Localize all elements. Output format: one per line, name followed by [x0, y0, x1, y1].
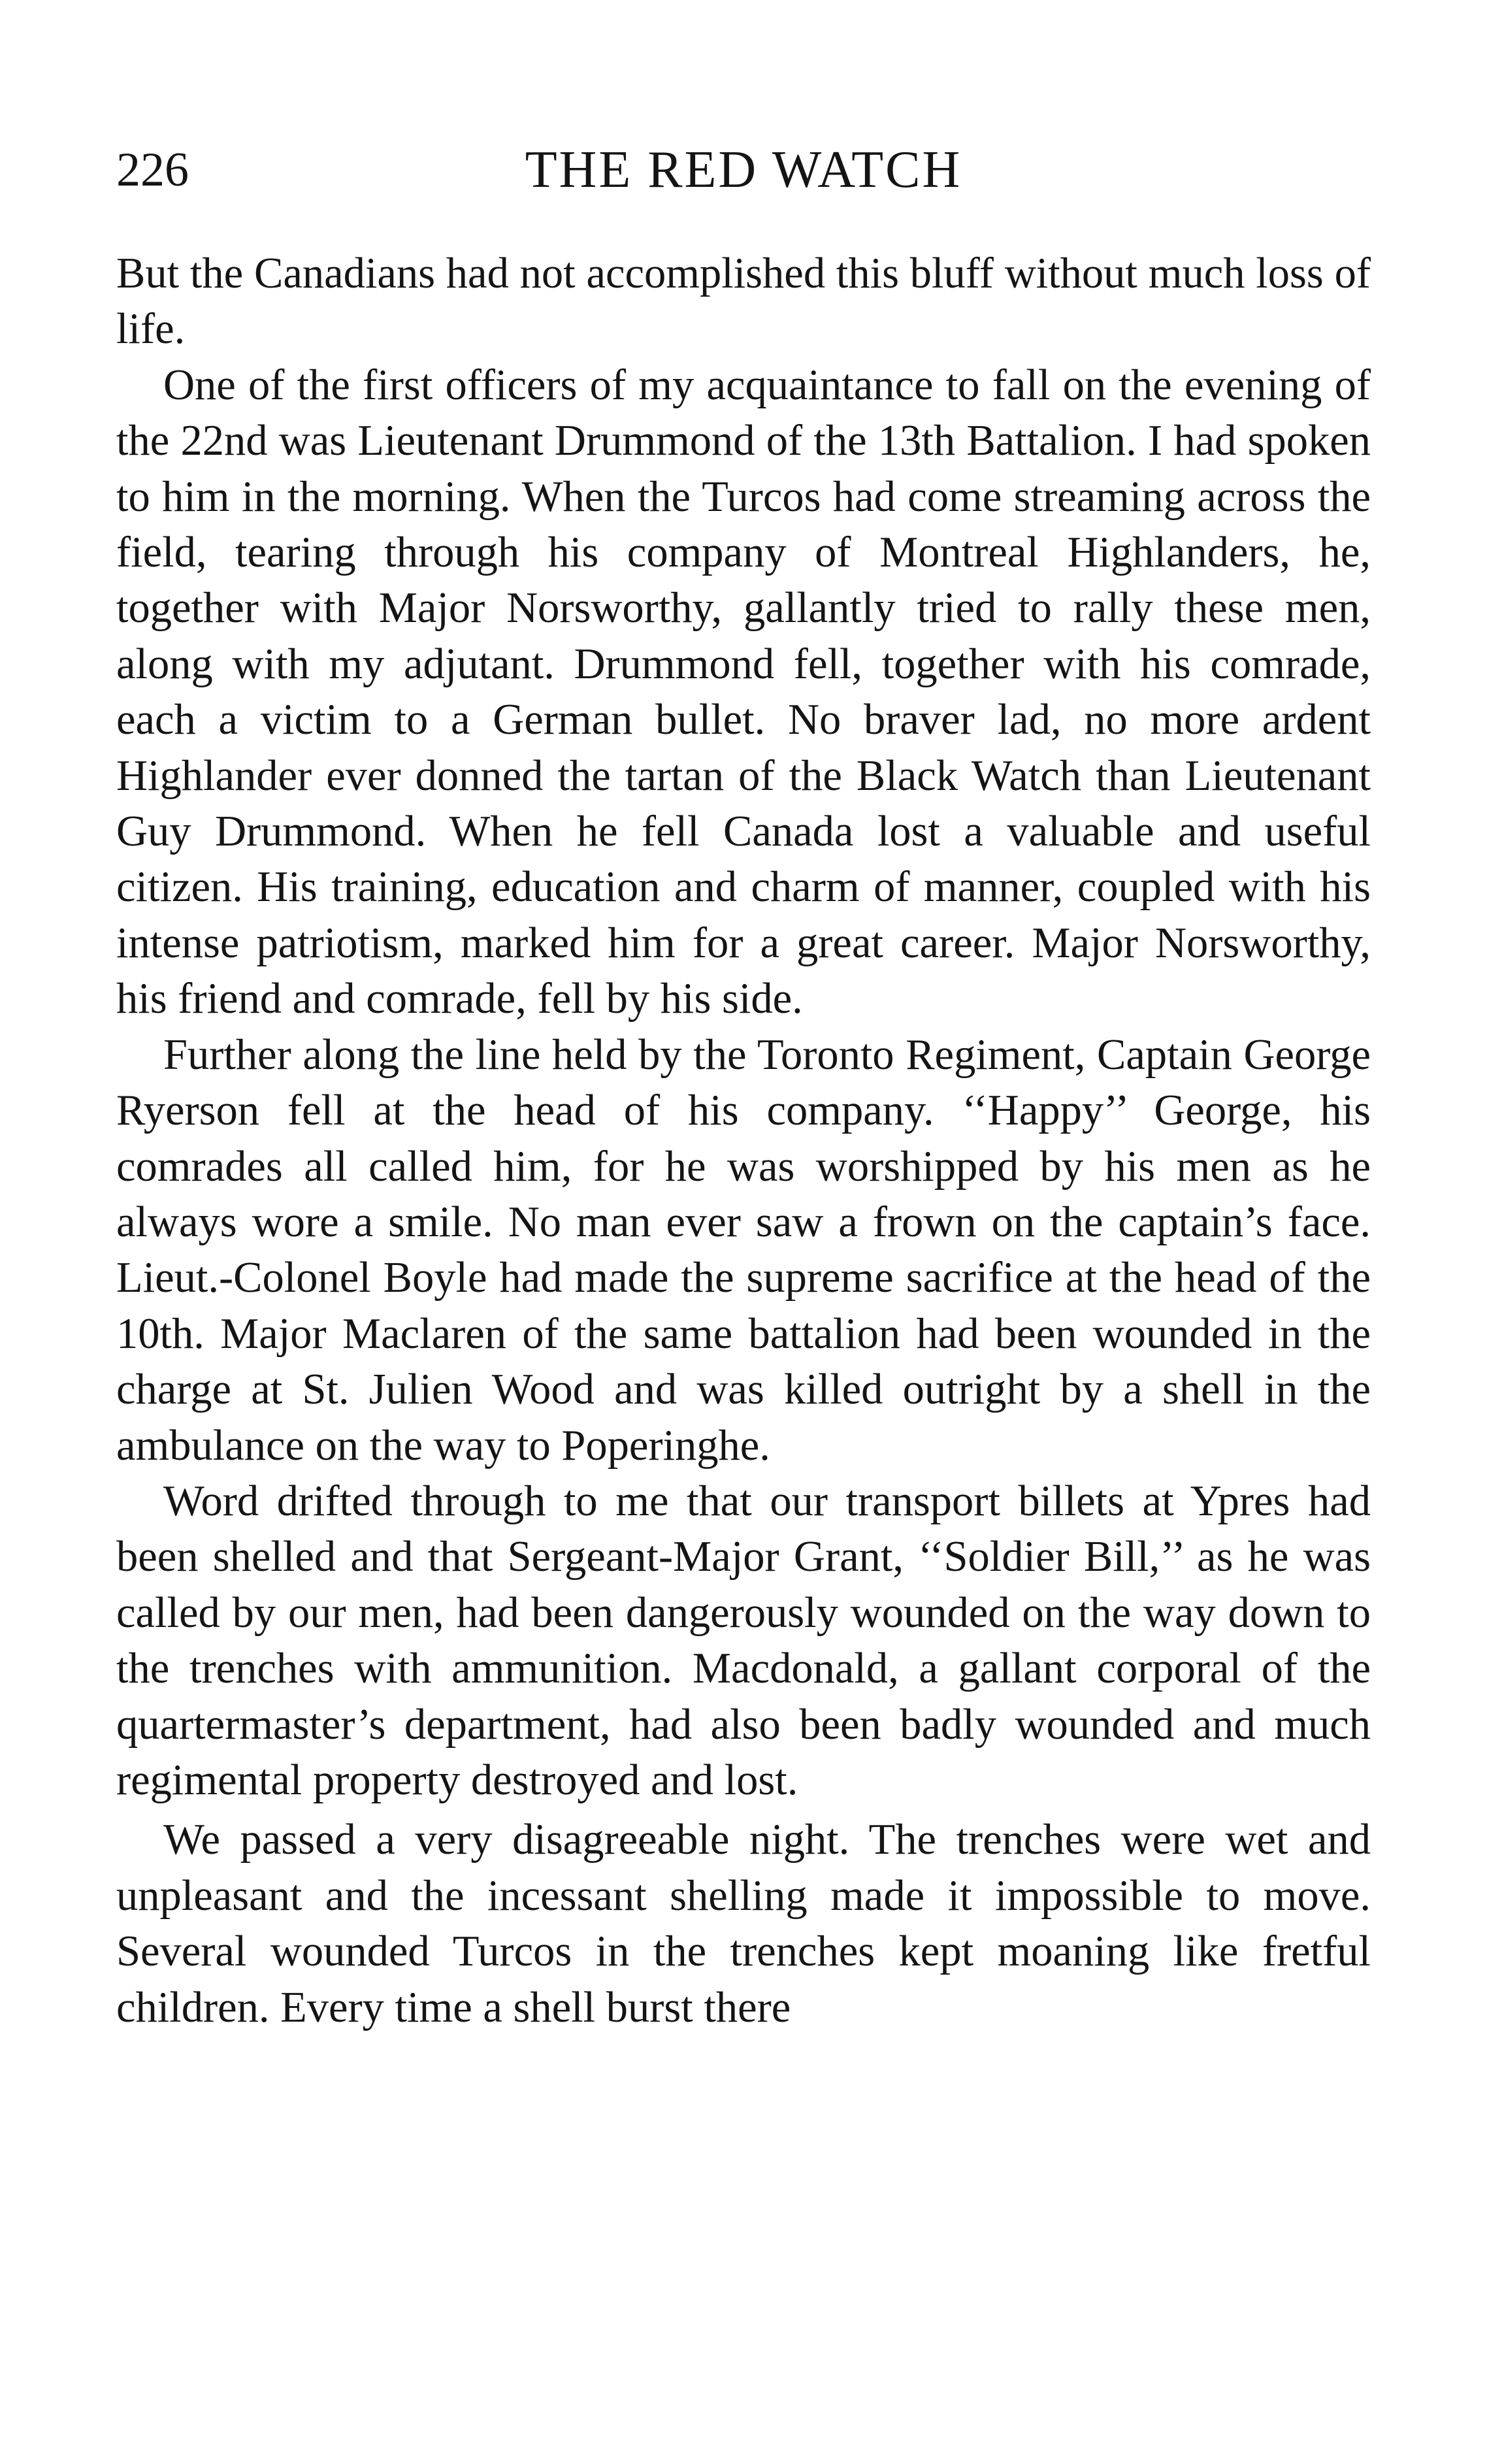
paragraph-disagreeable-night: We passed a very disagreeable night. The trenches were wet and unpleasant and the incessant shelling made it impossible to move. Several wounded Turcos in the trenches kept moaning like fretful children. Every time a shell burst there: [116, 1816, 1371, 2031]
body-text: [116, 246, 1371, 2035]
paragraph-continuation: But the Canadians had not accomplished this bluff without much loss of life.: [116, 250, 1371, 353]
page-number: 226: [116, 143, 189, 197]
paragraph-transport-billets: Word drifted through to me that our transport billets at Ypres had been shelled and that Sergeant-Major Grant, ‘‘Soldier Bill,’’ as he was called by our men, had been dangerously wounded on the way down to the trenches with ammunition. Macdonald, a gallant corporal of the quartermaster’s department, had also been badly wounded and much regimental property destroyed and lost.: [116, 1477, 1371, 1804]
paragraph-drummond: One of the first officers of my acquaintance to fall on the evening of the 22nd was Lieutenant Drummond of the 13th Battalion. I had spoken to him in the morning. When the Turcos had come streaming across the field, tearing through his company of Montreal Highlanders, he, together with Major Norsworthy, gallantly tried to rally these men, along with my adjutant. Drummond fell, together with his comrade, each a victim to a German bullet. No braver lad, no more ardent Highlander ever donned the tartan of the Black Watch than Lieutenant Guy Drummond. When he fell Canada lost a valuable and useful citizen. His training, education and charm of manner, coupled with his intense patriotism, marked him for a great career. Major Norsworthy, his friend and comrade, fell by his side.: [116, 361, 1371, 1023]
paragraph-ryerson: Further along the line held by the Toronto Regiment, Captain George Ryerson fell at the head of his company. ‘‘Happy’’ George, his comrades all called him, for he was worshipped by his men as he always wore a smile. No man ever saw a frown on the captain’s face. Lieut.-Colonel Boyle had made the supreme sacrifice at the head of the 10th. Major Maclaren of the same battalion had been wounded in the charge at St. Julien Wood and was killed outright by a shell in the ambulance on the way to Poperinghe.: [116, 1030, 1371, 1470]
page-header: [116, 137, 1371, 203]
running-title: THE RED WATCH: [525, 141, 962, 199]
